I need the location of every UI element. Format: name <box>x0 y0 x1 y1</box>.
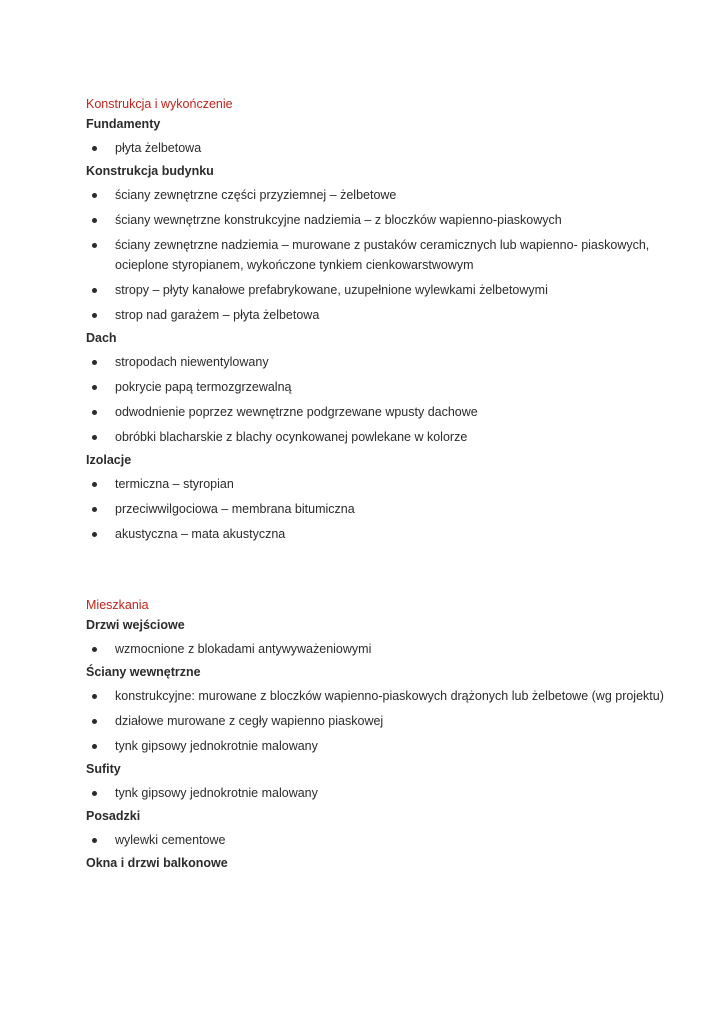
section-title: Konstrukcja i wykończenie <box>86 97 233 111</box>
list-item: tynk gipsowy jednokrotnie malowany <box>86 736 666 756</box>
list-item: akustyczna – mata akustyczna <box>86 524 666 544</box>
subheading-roof: Dach <box>86 331 117 345</box>
subheading-floors: Posadzki <box>86 809 141 823</box>
list-insulation <box>86 474 666 544</box>
list-foundations <box>86 138 666 158</box>
list-floors <box>86 830 666 850</box>
list-item: wylewki cementowe <box>86 830 666 850</box>
subheading-building-structure: Konstrukcja budynku <box>86 164 214 178</box>
list-building-structure <box>86 185 666 325</box>
list-roof <box>86 352 666 447</box>
section-construction <box>86 96 666 544</box>
list-item: ściany wewnętrzne konstrukcyjne nadziemia – z bloczków wapienno-piaskowych <box>86 210 666 230</box>
list-item: stropy – płyty kanałowe prefabrykowane, uzupełnione wylewkami żelbetowymi <box>86 280 666 300</box>
list-item: przeciwwilgociowa – membrana bitumiczna <box>86 499 666 519</box>
subheading-insulation: Izolacje <box>86 453 132 467</box>
list-ceilings <box>86 783 666 803</box>
list-entrance-doors <box>86 639 666 659</box>
list-item: strop nad garażem – płyta żelbetowa <box>86 305 666 325</box>
list-item: odwodnienie poprzez wewnętrzne podgrzewane wpusty dachowe <box>86 402 666 422</box>
subheading-foundations: Fundamenty <box>86 117 161 131</box>
subheading-ceilings: Sufity <box>86 762 121 776</box>
list-item: tynk gipsowy jednokrotnie malowany <box>86 783 666 803</box>
list-item: termiczna – styropian <box>86 474 666 494</box>
subheading-entrance-doors: Drzwi wejściowe <box>86 618 185 632</box>
list-item: ściany zewnętrzne części przyziemnej – żelbetowe <box>86 185 666 205</box>
list-item: pokrycie papą termozgrzewalną <box>86 377 666 397</box>
list-item: stropodach niewentylowany <box>86 352 666 372</box>
list-item: konstrukcyjne: murowane z bloczków wapienno-piaskowych drążonych lub żelbetowe (wg projektu) <box>86 686 666 706</box>
list-item: płyta żelbetowa <box>86 138 666 158</box>
list-item: obróbki blacharskie z blachy ocynkowanej powlekane w kolorze <box>86 427 666 447</box>
section-title: Mieszkania <box>86 598 149 612</box>
subheading-interior-walls: Ściany wewnętrzne <box>86 665 201 679</box>
list-item: ściany zewnętrzne nadziemia – murowane z pustaków ceramicznych lub wapienno- piaskowych, ocieplone styropianem, wykończone tynkiem cienkowarstwowym <box>86 235 666 275</box>
list-item: działowe murowane z cegły wapienno piaskowej <box>86 711 666 731</box>
subheading-windows-balcony-doors: Okna i drzwi balkonowe <box>86 856 228 870</box>
list-interior-walls <box>86 686 666 756</box>
section-apartments <box>86 597 666 872</box>
list-item: wzmocnione z blokadami antywyważeniowymi <box>86 639 666 659</box>
